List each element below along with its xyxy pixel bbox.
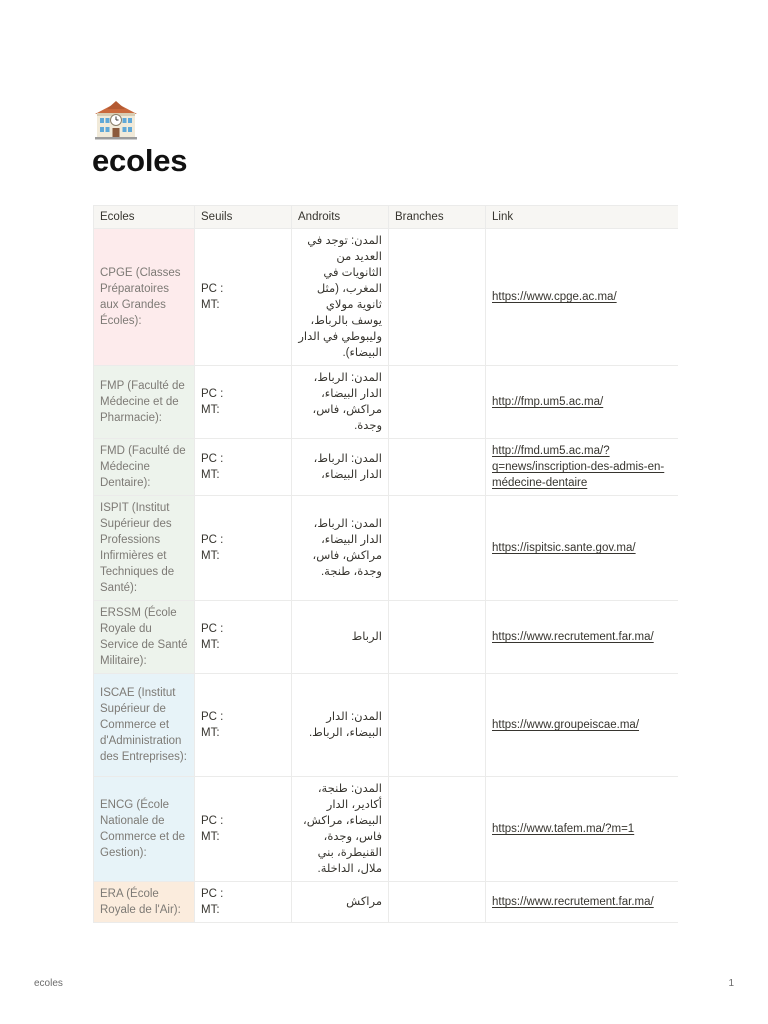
seuil-mt-label: MT: [201, 469, 220, 481]
school-website-link[interactable]: https://www.recrutement.far.ma/ [492, 896, 654, 908]
cell-branches[interactable] [389, 229, 486, 366]
cell-link [486, 601, 678, 674]
seuil-pc-label: PC : [201, 283, 224, 295]
seuil-pc-label: PC : [201, 388, 224, 400]
footer-document-name: ecoles [34, 978, 63, 989]
cell-branches[interactable] [389, 777, 486, 882]
seuil-pc-label: PC : [201, 453, 224, 465]
cell-school-name[interactable]: ERA (École Royale de l'Air): [94, 882, 195, 923]
cell-androits[interactable]: المدن: الرباط، الدار البيضاء، مراكش، فاس، وجدة. [292, 366, 389, 439]
table-row[interactable] [94, 496, 678, 601]
cell-seuils[interactable] [195, 674, 292, 777]
cell-school-name[interactable]: FMP (Faculté de Médecine et de Pharmacie): [94, 366, 195, 439]
cell-branches[interactable] [389, 496, 486, 601]
table-row[interactable] [94, 229, 678, 366]
column-header-androits[interactable]: Androits [292, 206, 389, 229]
cell-androits[interactable]: المدن: توجد في العديد من الثانويات في المغرب، (مثل ثانوية مولاي يوسف بالرباط، وليبوطي في الدار البيضاء). [292, 229, 389, 366]
seuil-mt-label: MT: [201, 404, 220, 416]
seuil-mt-label: MT: [201, 550, 220, 562]
school-website-link[interactable]: https://www.cpge.ac.ma/ [492, 291, 617, 303]
cell-branches[interactable] [389, 601, 486, 674]
table-row[interactable] [94, 882, 678, 923]
column-header-branches[interactable]: Branches [389, 206, 486, 229]
cell-branches[interactable] [389, 674, 486, 777]
cell-branches[interactable] [389, 439, 486, 496]
cell-link [486, 882, 678, 923]
cell-link [486, 439, 678, 496]
cell-school-name[interactable]: ISPIT (Institut Supérieur des Professions Infirmières et Techniques de Santé): [94, 496, 195, 601]
school-website-link[interactable]: http://fmp.um5.ac.ma/ [492, 396, 604, 408]
cell-seuils[interactable] [195, 882, 292, 923]
seuil-mt-label: MT: [201, 299, 220, 311]
school-website-link[interactable]: https://ispitsic.sante.gov.ma/ [492, 542, 636, 554]
schools-table [93, 205, 678, 923]
cell-link [486, 496, 678, 601]
cell-school-name[interactable]: CPGE (Classes Préparatoires aux Grandes Écoles): [94, 229, 195, 366]
seuil-pc-label: PC : [201, 623, 224, 635]
cell-androits[interactable]: المدن: الرباط، الدار البيضاء، [292, 439, 389, 496]
cell-androits[interactable]: الرباط [292, 601, 389, 674]
footer-page-number: 1 [728, 978, 734, 989]
column-header-link[interactable]: Link [486, 206, 678, 229]
cell-school-name[interactable]: ERSSM (École Royale du Service de Santé Militaire): [94, 601, 195, 674]
cell-androits[interactable]: مراكش [292, 882, 389, 923]
seuil-mt-label: MT: [201, 831, 220, 843]
cell-androits[interactable]: المدن: الرباط، الدار البيضاء، مراكش، فاس، وجدة، طنجة. [292, 496, 389, 601]
table-body [94, 229, 678, 923]
seuil-pc-label: PC : [201, 888, 224, 900]
page-title: ecoles [92, 143, 188, 178]
cell-branches[interactable] [389, 366, 486, 439]
cell-school-name[interactable]: ISCAE (Institut Supérieur de Commerce et d'Administration des Entreprises): [94, 674, 195, 777]
cell-seuils[interactable] [195, 366, 292, 439]
column-header-seuils[interactable]: Seuils [195, 206, 292, 229]
cell-seuils[interactable] [195, 601, 292, 674]
school-building-icon [93, 100, 139, 140]
cell-androits[interactable]: المدن: طنجة، أكادير، الدار البيضاء، مراكش، فاس، وجدة، القنيطرة، بني ملال، الداخلة. [292, 777, 389, 882]
table-header-row [94, 206, 678, 229]
cell-androits[interactable]: المدن: الدار البيضاء، الرباط. [292, 674, 389, 777]
cell-link [486, 229, 678, 366]
table-row[interactable] [94, 777, 678, 882]
cell-seuils[interactable] [195, 439, 292, 496]
column-header-ecoles[interactable]: Ecoles [94, 206, 195, 229]
seuil-mt-label: MT: [201, 639, 220, 651]
cell-seuils[interactable] [195, 496, 292, 601]
cell-link [486, 777, 678, 882]
seuil-pc-label: PC : [201, 534, 224, 546]
school-website-link[interactable]: http://fmd.um5.ac.ma/?q=news/inscription-des-admis-en-médecine-dentaire [492, 445, 665, 489]
cell-seuils[interactable] [195, 229, 292, 366]
table-row[interactable] [94, 439, 678, 496]
cell-link [486, 366, 678, 439]
school-website-link[interactable]: https://www.groupeiscae.ma/ [492, 719, 640, 731]
table-row[interactable] [94, 601, 678, 674]
table-row[interactable] [94, 366, 678, 439]
cell-branches[interactable] [389, 882, 486, 923]
cell-school-name[interactable]: FMD (Faculté de Médecine Dentaire): [94, 439, 195, 496]
seuil-mt-label: MT: [201, 727, 220, 739]
cell-school-name[interactable]: ENCG (École Nationale de Commerce et de Gestion): [94, 777, 195, 882]
seuil-pc-label: PC : [201, 815, 224, 827]
table-row[interactable] [94, 674, 678, 777]
cell-seuils[interactable] [195, 777, 292, 882]
school-website-link[interactable]: https://www.recrutement.far.ma/ [492, 631, 654, 643]
seuil-mt-label: MT: [201, 904, 220, 916]
seuil-pc-label: PC : [201, 711, 224, 723]
school-website-link[interactable]: https://www.tafem.ma/?m=1 [492, 823, 635, 835]
cell-link [486, 674, 678, 777]
